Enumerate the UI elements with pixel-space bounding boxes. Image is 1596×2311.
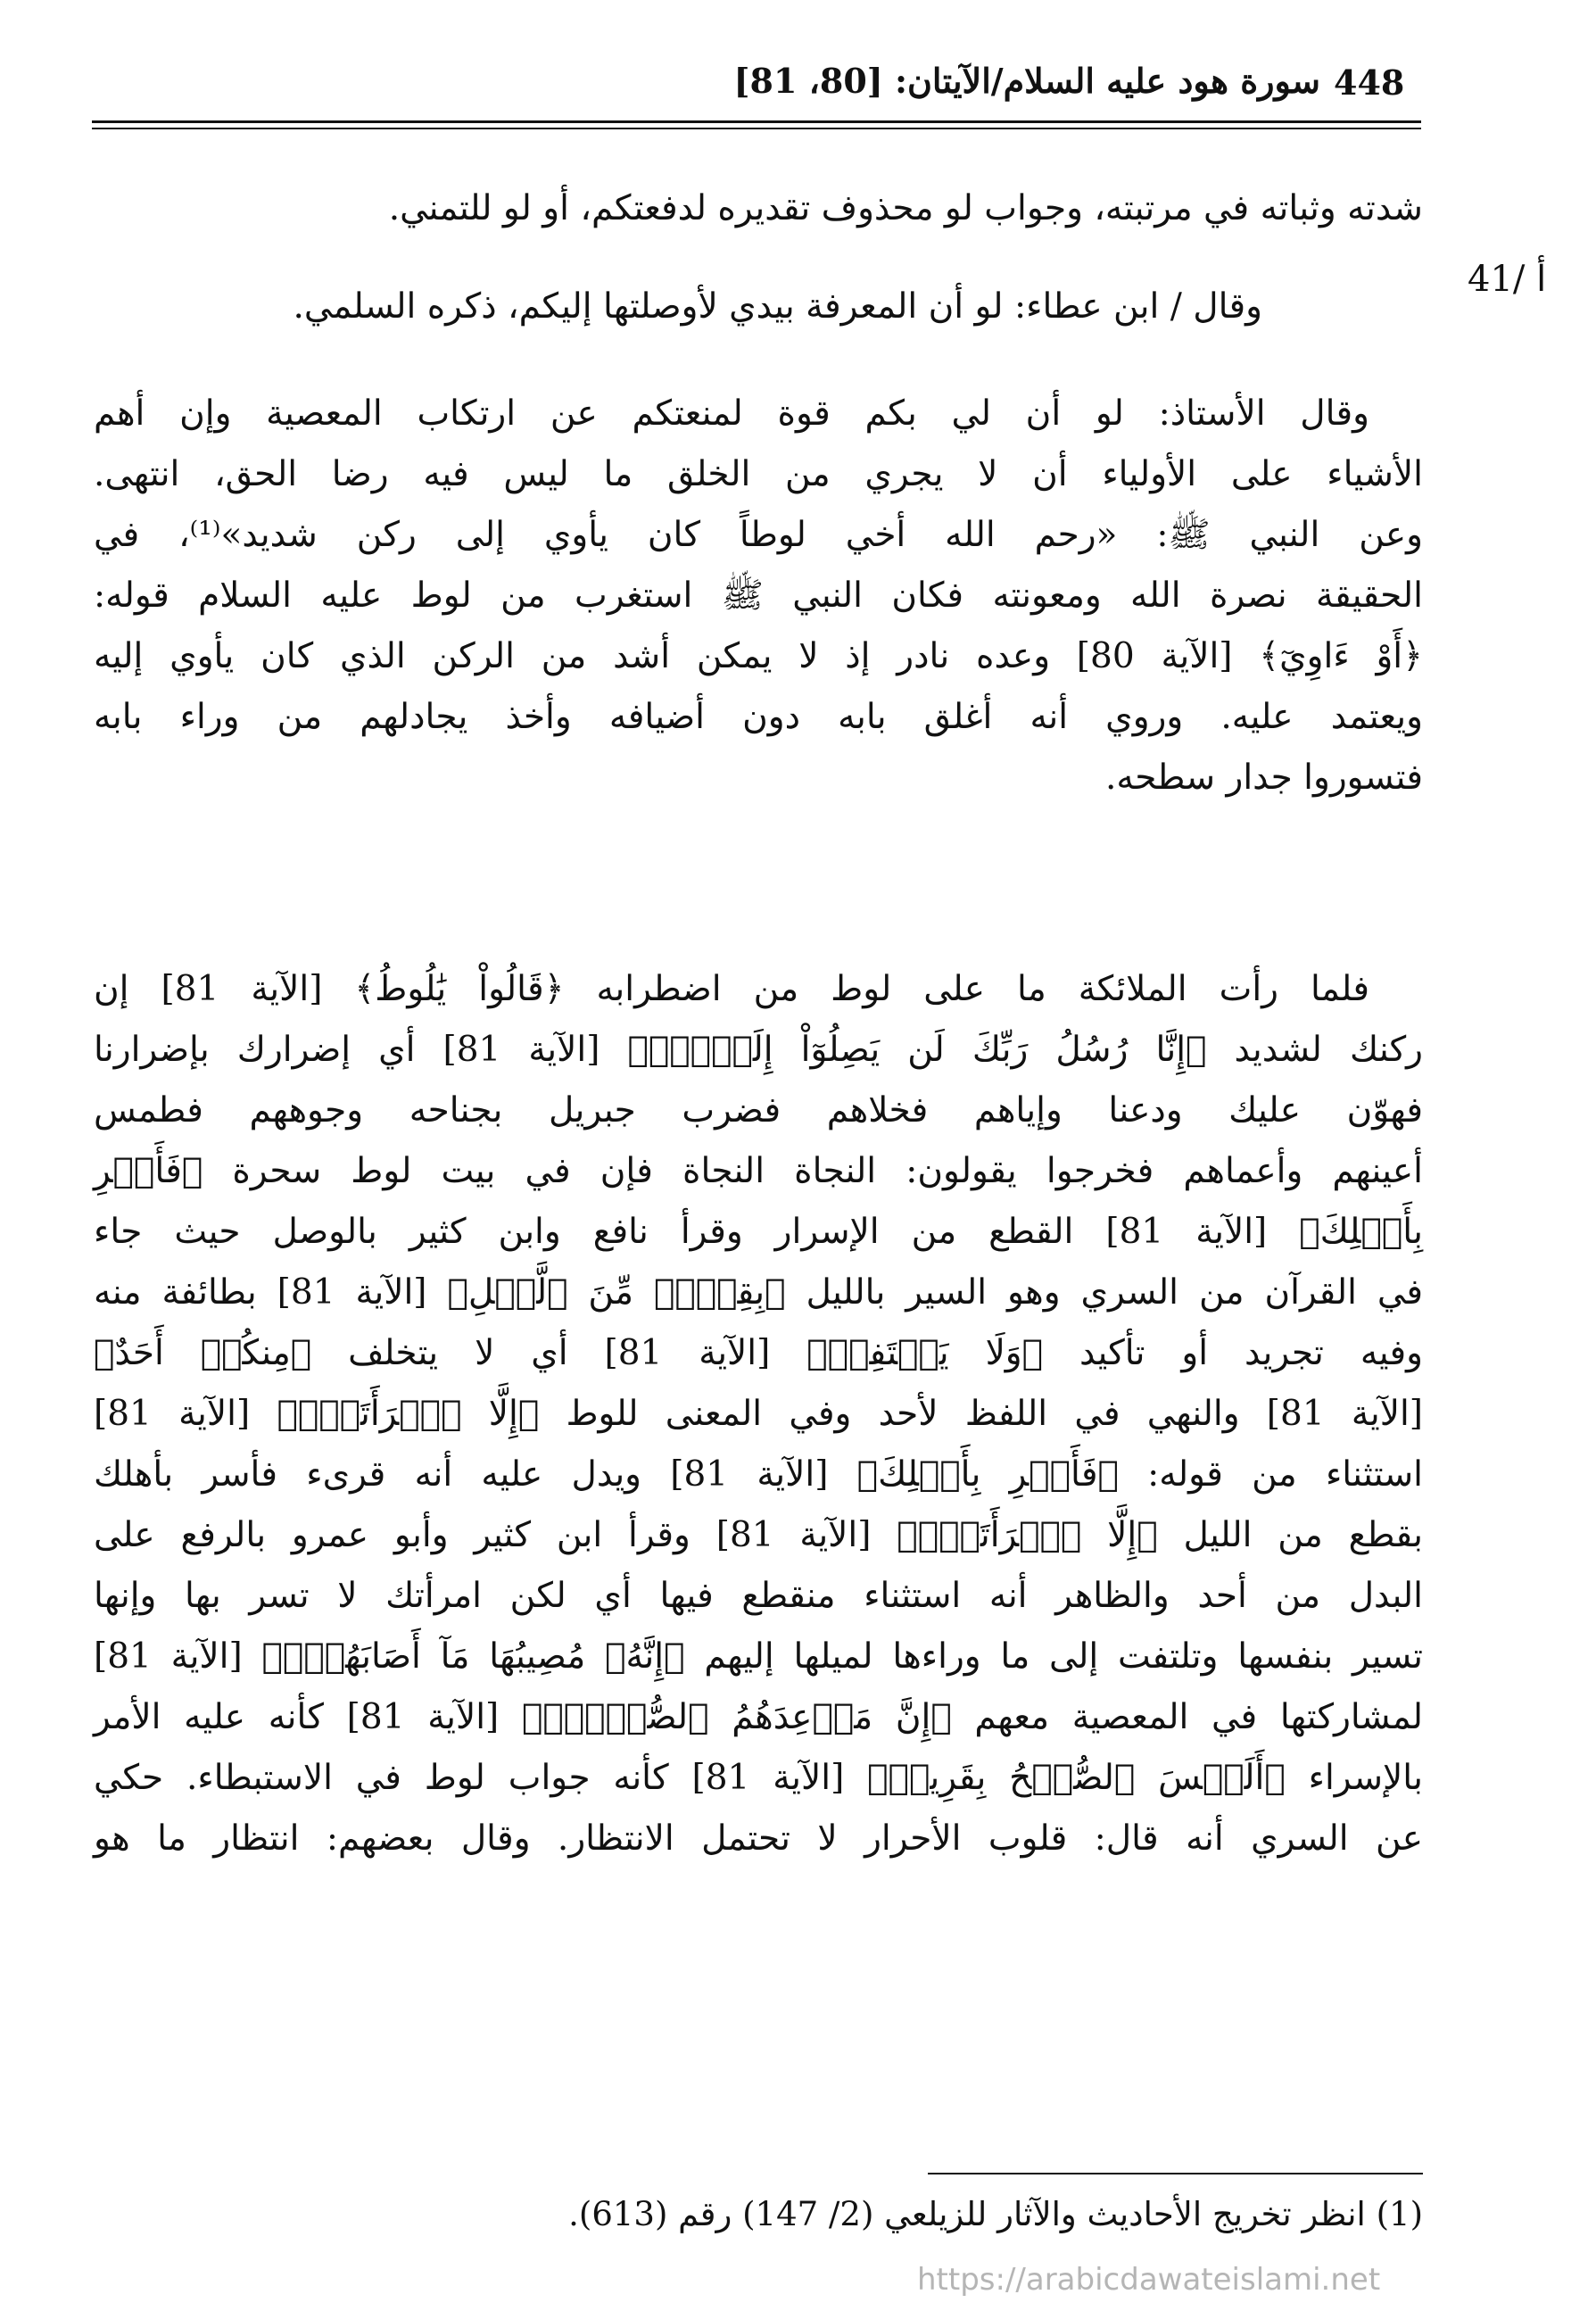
text-line: فتسوروا جدار سطحه. <box>1104 758 1423 798</box>
text-line: وقال / ابن عطاء: لو أن المعرفة بيدي لأوصلتها إليكم، ذكره السلمي. <box>293 286 1262 327</box>
text-line: البدل من أحد والظاهر أنه استثناء منقطع فيها أي لكن امرأتك لا تسر بها وإنها <box>94 1576 1423 1616</box>
text-line: بِأَهۡلِكَ﴾ [الآية 81] القطع من الإسرار وقرأ نافع وابن كثير بالوصل حيث جاء <box>94 1212 1423 1252</box>
text-line: [الآية 81] والنهي في اللفظ لأحد وفي المعنى للوط ﴿إِلَّا ٱمۡرَأَتَكَۖ﴾ [الآية 81] <box>94 1394 1423 1434</box>
text-line: فلما رأت الملائكة ما على لوط من اضطرابه ﴿قَالُواْ يَٰلُوطُ﴾ [الآية 81] إن <box>94 969 1369 1009</box>
paragraph-1 <box>94 178 1423 239</box>
paragraph-3 <box>94 384 1423 808</box>
text-line: شدته وثباته في مرتبته، وجواب لو محذوف تقديره لدفعتكم، أو لو للتمني. <box>388 188 1423 228</box>
text-line: الحقيقة نصرة الله ومعونته فكان النبي ﷺ استغرب من لوط عليه السلام قوله: <box>94 576 1423 616</box>
text-line: ويعتمد عليه. وروي أنه أغلق بابه دون أضيافه وأخذ يجادلهم من وراء بابه <box>94 697 1423 737</box>
text-line: بقطع من الليل ﴿إِلَّا ٱمۡرَأَتَكَۖ﴾ [الآية 81] وقرأ ابن كثير وأبو عمرو بالرفع على <box>94 1515 1423 1555</box>
watermark: https://arabicdawateislami.net <box>917 2262 1381 2298</box>
running-title: سورة هود عليه السلام/الآيتان: [80، 81] <box>733 61 1320 101</box>
header-rule-top <box>92 120 1421 123</box>
text-line: ﴿أَوْ ءَاوِيٓ﴾ [الآية 80] وعده نادر إذ لا يمكن أشد من الركن الذي كان يأوي إليه <box>94 636 1423 676</box>
text-line: بالإسراء ﴿أَلَيۡسَ ٱلصُّبۡحُ بِقَرِيبٖ﴾ [الآية 81] كأنه جواب لوط في الاستبطاء. حكي <box>94 1758 1423 1798</box>
text-line: الأشياء على الأولياء أن لا يجري من الخلق ما ليس فيه رضا الحق، انتهى. <box>94 454 1423 494</box>
text-line: عن السري أنه قال: قلوب الأحرار لا تحتمل الانتظار. وقال بعضهم: انتظار ما هو <box>94 1818 1423 1859</box>
text-line: تسير بنفسها وتلتفت إلى ما وراءها لميلها إليهم ﴿إِنَّهُۥ مُصِيبُهَا مَآ أَصَابَهُمۡۚ﴾ [الآية 81] <box>94 1636 1423 1677</box>
paragraph-4 <box>94 959 1423 1869</box>
text-line: ركنك لشديد ﴿إِنَّا رُسُلُ رَبِّكَ لَن يَصِلُوٓاْ إِلَيۡكَۖ﴾ [الآية 81] أي إضرارك بإضرارنا <box>94 1030 1423 1070</box>
text-line: استثناء من قوله: ﴿فَأَسۡرِ بِأَهۡلِكَ﴾ [الآية 81] ويدل عليه أنه قرىء فأسر بأهلك <box>94 1454 1423 1495</box>
page-number: 448 <box>1334 62 1405 103</box>
footnote-rule <box>928 2173 1423 2174</box>
text-line: فهوّن عليك ودعنا وإياهم فخلاهم فضرب جبريل بجناحه وجوههم فطمس <box>94 1090 1423 1131</box>
text-line: لمشاركتها في المعصية معهم ﴿إِنَّ مَوۡعِدَهُمُ ٱلصُّبۡحُۚ﴾ [الآية 81] كأنه عليه الأمر <box>94 1697 1424 1737</box>
text-line: وعن النبي ﷺ: «رحم الله أخي لوطاً كان يأوي إلى ركن شديد»⁽¹⁾، في <box>94 515 1423 555</box>
paragraph-2 <box>94 277 1316 337</box>
footnote: (1) انظر تخريج الأحاديث والآثار للزيلعي (2/ 147) رقم (613). <box>568 2195 1423 2233</box>
margin-note: 41/ أ <box>1468 259 1547 300</box>
text-line: وفيه تجريد أو تأكيد ﴿وَلَا يَلۡتَفِتۡ﴾ [الآية 81] أي لا يتخلف ﴿مِنكُمۡ أَحَدٌ﴾ <box>94 1333 1423 1373</box>
text-line: أعينهم وأعماهم فخرجوا يقولون: النجاة النجاة فإن في بيت لوط سحرة ﴿فَأَسۡرِ <box>94 1151 1423 1191</box>
text-line: في القرآن من السري وهو السير بالليل ﴿بِقِطۡعٖ مِّنَ ٱلَّيۡلِ﴾ [الآية 81] بطائفة منه <box>94 1272 1423 1313</box>
text-line: وقال الأستاذ: لو أن لي بكم قوة لمنعتكم عن ارتكاب المعصية وإن أهم <box>94 393 1369 434</box>
header-rule-bottom <box>92 128 1421 129</box>
